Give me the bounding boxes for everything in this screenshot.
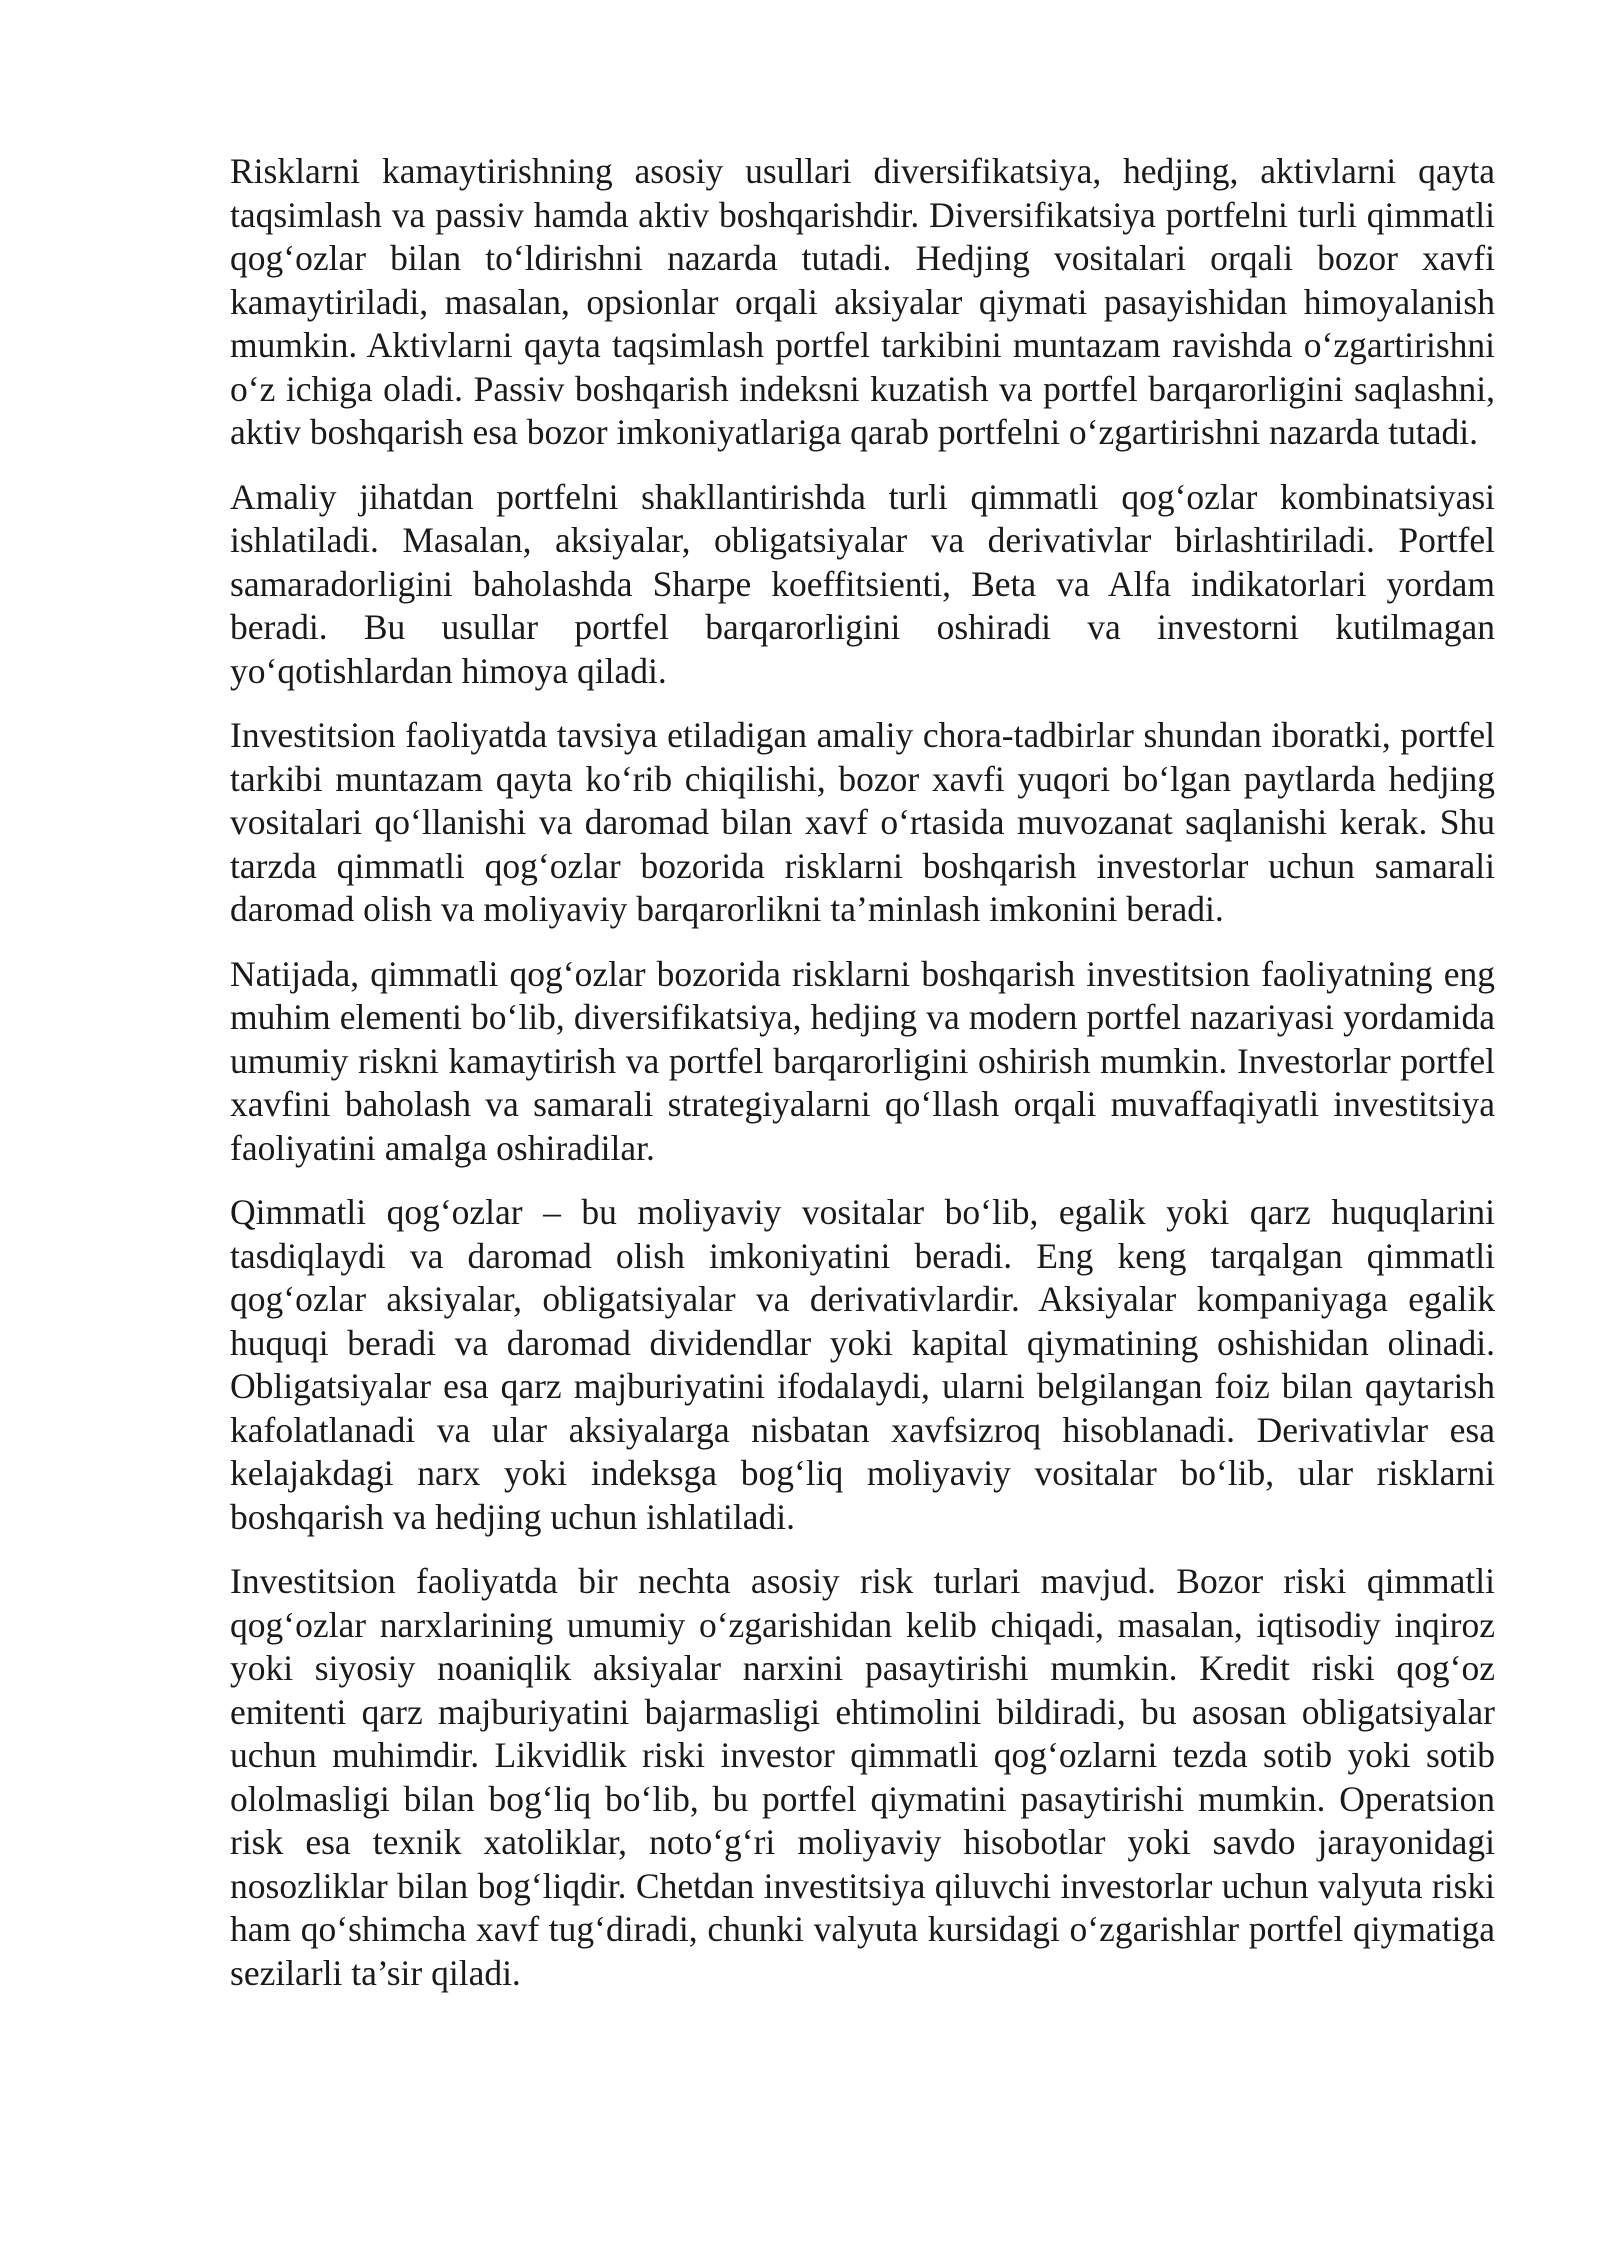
paragraph-securities-definition: Qimmatli qog‘ozlar – bu moliyaviy vositalar bo‘lib, egalik yoki qarz huquqlarini tasdiqlaydi va daromad olish imkoniyatini beradi. Eng keng tarqalgan qimmatli qog‘ozlar aksiyalar, obligatsiyalar va derivativlardir. Aksiyalar kompaniyaga egalik huquqi beradi va daromad dividendlar yoki kapital qiymatining oshishidan olinadi. Obligatsiyalar esa qarz majburiyatini ifodalaydi, ularni belgilangan foiz bilan qaytarish kafolatlanadi va ular aksiyalarga nisbatan xavfsizroq hisoblanadi. Derivativlar esa kelajakdagi narx yoki indeksga bog‘liq moliyaviy vositalar bo‘lib, ular risklarni boshqarish va hedjing uchun ishlatiladi. [230,1192,1495,1537]
paragraph-practical-measures: Investitsion faoliyatda tavsiya etiladigan amaliy chora-tadbirlar shundan iboratki, portfel tarkibi muntazam qayta ko‘rib chiqilishi, bozor xavfi yuqori bo‘lgan paytlarda hedjing vositalari qo‘llanishi va daromad bilan xavf o‘rtasida muvozanat saqlanishi kerak. Shu tarzda qimmatli qog‘ozlar bozorida risklarni boshqarish investorlar uchun samarali daromad olish va moliyaviy barqarorlikni ta’minlash imkonini beradi. [230,715,1495,929]
document-page [230,150,1495,2016]
paragraph-conclusion: Natijada, qimmatli qog‘ozlar bozorida risklarni boshqarish investitsion faoliyatning eng muhim elementi bo‘lib, diversifikatsiya, hedjing va modern portfel nazariyasi yordamida umumiy riskni kamaytirish va portfel barqarorligini oshirish mumkin. Investorlar portfel xavfini baholash va samarali strategiyalarni qo‘llash orqali muvaffaqiyatli investitsiya faoliyatini amalga oshiradilar. [230,953,1495,1168]
paragraph-risk-types: Investitsion faoliyatda bir nechta asosiy risk turlari mavjud. Bozor riski qimmatli qog‘ozlar narxlarining umumiy o‘zgarishidan kelib chiqadi, masalan, iqtisodiy inqiroz yoki siyosiy noaniqlik aksiyalar narxini pasaytirishi mumkin. Kredit riski qog‘oz emitenti qarz majburiyatini bajarmasligi ehtimolini bildiradi, bu asosan obligatsiyalar uchun muhimdir. Likvidlik riski investor qimmatli qog‘ozlarni tezda sotib yoki sotib ololmasligi bilan bog‘liq bo‘lib, bu portfel qiymatini pasaytirishi mumkin. Operatsion risk esa texnik xatoliklar, noto‘g‘ri moliyaviy hisobotlar yoki savdo jarayonidagi nosozliklar bilan bog‘liqdir. Chetdan investitsiya qiluvchi investorlar uchun valyuta riski ham qo‘shimcha xavf tug‘diradi, chunki valyuta kursidagi o‘zgarishlar portfel qiymatiga sezilarli ta’sir qiladi. [230,1561,1495,1993]
paragraph-portfolio-formation: Amaliy jihatdan portfelni shakllantirishda turli qimmatli qog‘ozlar kombinatsiyasi ishlatiladi. Masalan, aksiyalar, obligatsiyalar va derivativlar birlashtiriladi. Portfel samaradorligini baholashda Sharpe koeffitsienti, Beta va Alfa indikatorlari yordam beradi. Bu usullar portfel barqarorligini oshiradi va investorni kutilmagan yo‘qotishlardan himoya qiladi. [230,476,1495,691]
paragraph-risk-reduction-methods: Risklarni kamaytirishning asosiy usullari diversifikatsiya, hedjing, aktivlarni qayta taqsimlash va passiv hamda aktiv boshqarishdir. Diversifikatsiya portfelni turli qimmatli qog‘ozlar bilan to‘ldirishni nazarda tutadi. Hedjing vositalari orqali bozor xavfi kamaytiriladi, masalan, opsionlar orqali aksiyalar qiymati pasayishidan himoyalanish mumkin. Aktivlarni qayta taqsimlash portfel tarkibini muntazam ravishda o‘zgartirishni o‘z ichiga oladi. Passiv boshqarish indeksni kuzatish va portfel barqarorligini saqlashni, aktiv boshqarish esa bozor imkoniyatlariga qarab portfelni o‘zgartirishni nazarda tutadi. [230,151,1495,452]
